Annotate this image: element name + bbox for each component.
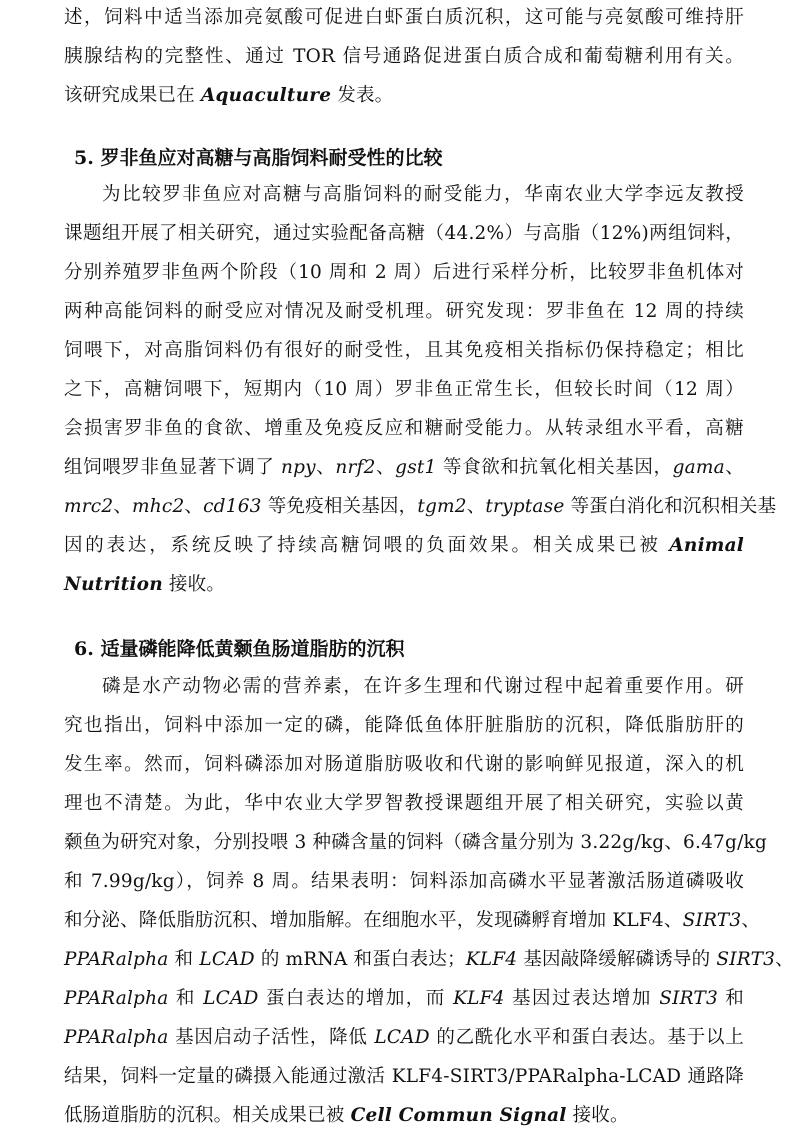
text-run: 饲喂下，对高脂饲料仍有很好的耐受性，且其免疫相关指标仍保持稳定；相比: [64, 340, 744, 361]
paragraph-line: [64, 534, 744, 558]
text-run: 发表。: [331, 85, 394, 106]
paragraph-line: [64, 417, 744, 441]
italic-term: SIRT3: [682, 910, 742, 931]
italic-term: tryptase: [485, 496, 565, 517]
text-run: 该研究成果已在: [64, 85, 201, 106]
text-run: 理也不清楚。为此，华中农业大学罗智教授课题组开展了相关研究，实验以黄: [64, 793, 744, 814]
text-run: 会损害罗非鱼的食欲、增重及免疫反应和糖耐受能力。从转录组水平看，高糖: [64, 418, 744, 439]
paragraph-line: [102, 675, 744, 699]
text-run: 、: [184, 496, 204, 517]
paragraph-line: [64, 456, 744, 480]
paragraph-line: [64, 831, 767, 855]
italic-term: npy: [281, 457, 316, 478]
text-run: 分别养殖罗非鱼两个阶段（10 周和 2 周）后进行采样分析，比较罗非鱼机体对: [64, 262, 744, 283]
paragraph-line: [64, 1026, 744, 1050]
journal-name: Cell Commun Signal: [350, 1105, 567, 1126]
text-run: 等蛋白消化和沉积相关基: [564, 496, 777, 517]
paragraph-line: [64, 45, 744, 69]
text-run: 、: [113, 496, 133, 517]
text-run: 、: [724, 457, 745, 478]
italic-term: cd163: [203, 496, 262, 517]
italic-term: mrc2: [64, 496, 114, 517]
italic-term: LCAD: [203, 988, 259, 1009]
italic-term: tgm2: [417, 496, 467, 517]
text-run: 接收。: [162, 574, 226, 595]
italic-term: LCAD: [374, 1027, 430, 1048]
italic-term: PPARalpha: [64, 949, 169, 970]
paragraph-line: [64, 948, 794, 972]
italic-term: LCAD: [199, 949, 255, 970]
paragraph-line: [64, 378, 744, 402]
italic-term: PPARalpha: [64, 1027, 169, 1048]
italic-term: SIRT3: [659, 988, 718, 1009]
text-run: 等免疫相关基因，: [261, 496, 418, 517]
italic-term: mhc2: [132, 496, 185, 517]
paragraph-line: [64, 753, 744, 777]
italic-term: nrf2: [335, 457, 376, 478]
text-run: 胰腺结构的完整性、通过 TOR 信号通路促进蛋白质合成和葡萄糖利用有关。: [64, 46, 744, 67]
text-run: 、: [375, 457, 396, 478]
paragraph-line: [102, 183, 744, 207]
text-run: 磷是水产动物必需的营养素，在许多生理和代谢过程中起着重要作用。研: [102, 676, 744, 697]
paragraph-line: [64, 300, 744, 324]
paragraph-line: [64, 870, 744, 894]
text-run: 基因过表达增加: [504, 988, 660, 1009]
paragraph-line: [64, 84, 744, 108]
text-run: 究也指出，饲料中添加一定的磷，能降低鱼体肝脏脂肪的沉积，降低脂肪肝的: [64, 715, 744, 736]
text-run: 述，饲料中适当添加亮氨酸可促进白虾蛋白质沉积，这可能与亮氨酸可维持肝: [64, 7, 744, 28]
italic-term: KLF4: [465, 949, 518, 970]
text-run: 结果，饲料一定量的磷摄入能通过激活 KLF4-SIRT3/PPARalpha-LCAD 通路降: [64, 1066, 744, 1087]
journal-name: Nutrition: [64, 574, 163, 595]
paragraph-line: [64, 339, 744, 363]
text-run: 接收。: [566, 1105, 629, 1126]
paragraph-line: [64, 909, 761, 933]
text-run: 低肠道脂肪的沉积。相关成果已被: [64, 1105, 351, 1126]
paragraph-line: [64, 495, 777, 519]
journal-name: Animal: [669, 535, 744, 556]
paragraph-line: [64, 1065, 744, 1089]
italic-term: gama: [672, 457, 725, 478]
italic-term: gst1: [395, 457, 437, 478]
text-run: 和分泌、降低脂肪沉积、增加脂解。在细胞水平，发现磷孵育增加 KLF4、: [64, 910, 683, 931]
text-run: 、: [466, 496, 486, 517]
paragraph-line: [64, 714, 744, 738]
paragraph-line: [64, 792, 744, 816]
paragraph-line: [64, 573, 744, 597]
text-run: 课题组开展了相关研究，通过实验配备高糖（44.2%）与高脂（12%)两组饲料，: [64, 223, 744, 244]
section-6-heading: 6. 适量磷能降低黄颡鱼肠道脂肪的沉积: [74, 638, 405, 660]
text-run: 两种高能饲料的耐受应对情况及耐受机理。研究发现：罗非鱼在 12 周的持续: [64, 301, 744, 322]
text-run: 的 mRNA 和蛋白表达；: [254, 949, 466, 970]
paragraph-line: [64, 6, 744, 30]
text-run: 因的表达，系统反映了持续高糖饲喂的负面效果。相关成果已被: [64, 535, 670, 556]
italic-term: PPARalpha: [64, 988, 169, 1009]
text-run: 和: [168, 988, 204, 1009]
journal-name: Aquaculture: [200, 85, 332, 106]
text-run: 基因敲降缓解磷诱导的: [517, 949, 717, 970]
italic-term: SIRT3: [716, 949, 776, 970]
text-run: 等食欲和抗氧化相关基因，: [436, 457, 673, 478]
paragraph-line: [64, 222, 744, 246]
text-run: 、: [775, 949, 794, 970]
text-run: 和: [717, 988, 744, 1009]
paragraph-line: [64, 1104, 744, 1128]
text-run: 、: [315, 457, 336, 478]
text-run: 发生率。然而，饲料磷添加对肠道脂肪吸收和代谢的影响鲜见报道，深入的机: [64, 754, 744, 775]
text-run: 和 7.99g/kg），饲养 8 周。结果表明：饲料添加高磷水平显著激活肠道磷吸收: [64, 871, 744, 892]
text-run: 颡鱼为研究对象，分别投喂 3 种磷含量的饲料（磷含量分别为 3.22g/kg、6.47g/kg: [64, 832, 767, 853]
text-run: 、: [741, 910, 761, 931]
text-run: 和: [168, 949, 200, 970]
italic-term: KLF4: [453, 988, 505, 1009]
text-run: 之下，高糖饲喂下，短期内（10 周）罗非鱼正常生长，但较长时间（12 周）: [64, 379, 744, 400]
section-5-heading: 5. 罗非鱼应对高糖与高脂饲料耐受性的比较: [74, 147, 443, 169]
text-run: 组饲喂罗非鱼显著下调了: [64, 457, 281, 478]
text-run: 的乙酰化水平和蛋白表达。基于以上: [429, 1027, 744, 1048]
paragraph-line: [64, 261, 744, 285]
paragraph-line: [64, 987, 744, 1011]
text-run: 蛋白表达的增加，而: [258, 988, 454, 1009]
text-run: 基因启动子活性，降低: [168, 1027, 375, 1048]
text-run: 为比较罗非鱼应对高糖与高脂饲料的耐受能力，华南农业大学李远友教授: [102, 184, 744, 205]
